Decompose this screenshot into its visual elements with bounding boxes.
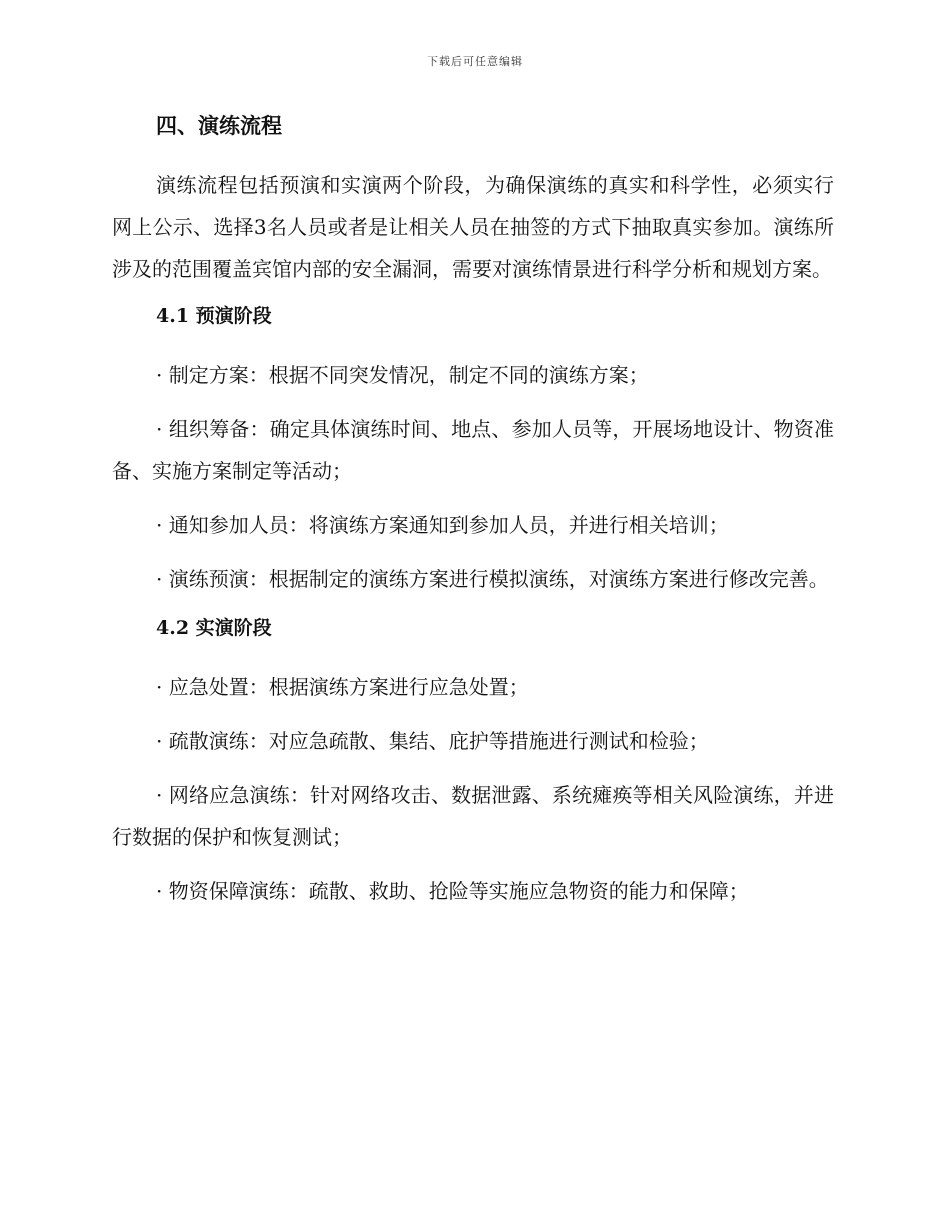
list-item: · 疏散演练：对应急疏散、集结、庇护等措施进行测试和检验； bbox=[156, 729, 709, 753]
subsection-title-rehearsal: 4.1 预演阶段 bbox=[156, 305, 272, 327]
subsection-title-live-drill: 4.2 实演阶段 bbox=[156, 617, 272, 639]
list-item: · 通知参加人员：将演练方案通知到参加人员，并进行相关培训； bbox=[156, 513, 729, 537]
section-title: 四、演练流程 bbox=[156, 113, 282, 138]
page-header: 下载后可任意编辑 bbox=[427, 55, 523, 68]
section-intro: 演练流程包括预演和实演两个阶段，为确保演练的真实和科学性，必须实行网上公示、选择3名人员或者是让相关人员在抽签的方式下抽取真实参加。演练所涉及的范围覆盖宾馆内部的安全漏洞，需要对演练情景进行科学分析和规划方案。 bbox=[112, 173, 834, 281]
list-item: · 应急处置：根据演练方案进行应急处置； bbox=[156, 675, 529, 699]
list-item: · 物资保障演练：疏散、救助、抢险等实施应急物资的能力和保障； bbox=[156, 879, 749, 903]
list-item: · 制定方案：根据不同突发情况，制定不同的演练方案； bbox=[156, 363, 649, 387]
list-item: · 网络应急演练：针对网络攻击、数据泄露、系统瘫痪等相关风险演练，并进行数据的保护和恢复测试； bbox=[112, 783, 834, 849]
list-item: · 组织筹备：确定具体演练时间、地点、参加人员等，开展场地设计、物资准备、实施方案制定等活动； bbox=[112, 417, 834, 483]
list-item: · 演练预演：根据制定的演练方案进行模拟演练，对演练方案进行修改完善。 bbox=[156, 567, 829, 591]
document-body bbox=[112, 110, 834, 924]
